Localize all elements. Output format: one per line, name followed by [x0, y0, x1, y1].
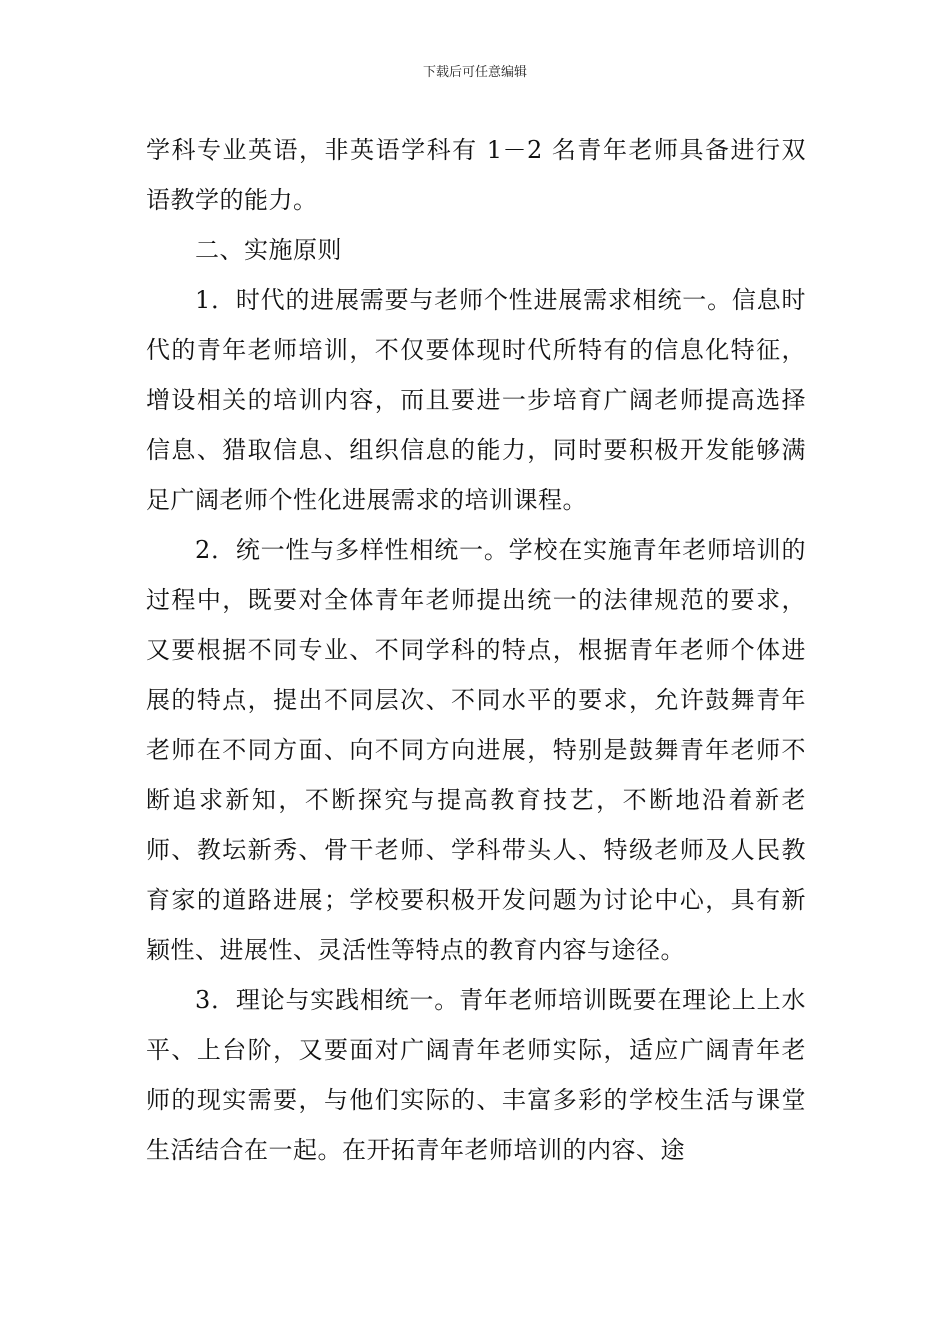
paragraph-principle-3: 3．理论与实践相统一。青年老师培训既要在理论上上水平、上台阶，又要面对广阔青年老师实际，适应广阔青年老师的现实需要，与他们实际的、丰富多彩的学校生活与课堂生活结合在一起。在开拓青年老师培训的内容、途 [146, 986, 806, 1164]
page-header-note: 下载后可任意编辑 [422, 65, 527, 80]
paragraph-principle-1: 1．时代的进展需要与老师个性进展需求相统一。信息时代的青年老师培训，不仅要体现时代所特有的信息化特征，增设相关的培训内容，而且要进一步培育广阔老师提高选择信息、猎取信息、组织信息的能力，同时要积极开发能够满足广阔老师个性化进展需求的培训课程。 [146, 286, 806, 514]
section-heading: 二、实施原则 [195, 236, 342, 264]
paragraph-principle-2: 2．统一性与多样性相统一。学校在实施青年老师培训的过程中，既要对全体青年老师提出统一的法律规范的要求，又要根据不同专业、不同学科的特点，根据青年老师个体进展的特点，提出不同层次、不同水平的要求，允许鼓舞青年老师在不同方面、向不同方向进展，特别是鼓舞青年老师不断追求新知，不断探究与提高教育技艺，不断地沿着新老师、教坛新秀、骨干老师、学科带头人、特级老师及人民教育家的道路进展；学校要积极开发问题为讨论中心，具有新颖性、进展性、灵活性等特点的教育内容与途径。 [146, 536, 806, 964]
document-body [146, 125, 806, 1175]
paragraph-continuation: 学科专业英语，非英语学科有 1－2 名青年老师具备进行双语教学的能力。 [146, 136, 806, 214]
